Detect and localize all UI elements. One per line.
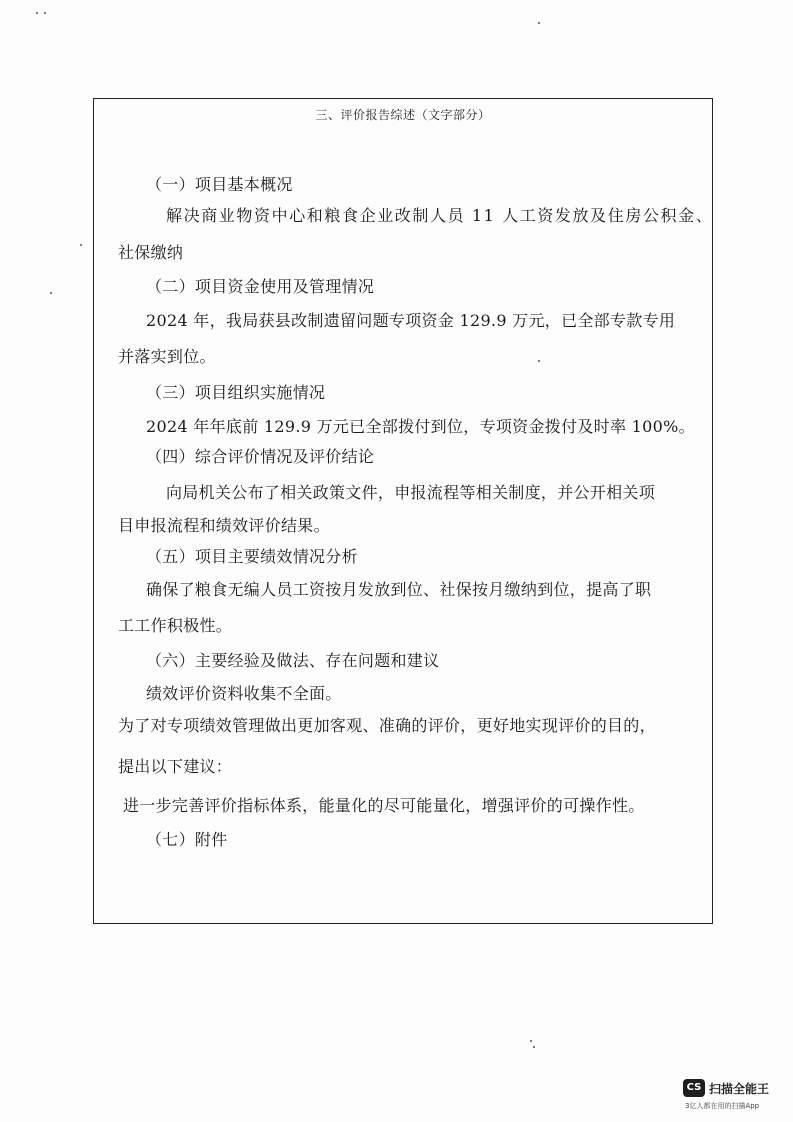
paragraph-line: 社保缴纳 <box>118 243 184 262</box>
paragraph-line: 向局机关公布了相关政策文件，申报流程等相关制度，并公开相关项 <box>166 483 656 502</box>
paragraph-line: 2024 年，我局获县改制遗留问题专项资金 129.9 万元，已全部专款专用 <box>146 311 676 330</box>
paragraph-line: 并落实到位。 <box>118 347 216 366</box>
scan-speck <box>36 12 38 14</box>
paragraph-line: 目申报流程和绩效评价结果。 <box>118 516 330 535</box>
paragraph-line: 为了对专项绩效管理做出更加客观、准确的评价，更好地实现评价的目的， <box>118 716 656 735</box>
scan-speck <box>44 12 46 14</box>
subsection-6-title: （六）主要经验及做法、存在问题和建议 <box>146 651 440 670</box>
paragraph-line: 工工作积极性。 <box>118 616 233 635</box>
paragraph-line: 2024 年年底前 129.9 万元已全部拨付到位，专项资金拨付及时率 100%。 <box>146 417 695 436</box>
subsection-2-title: （二）项目资金使用及管理情况 <box>146 277 375 296</box>
subsection-1-title: （一）项目基本概况 <box>146 175 293 194</box>
section-heading: 三、评价报告综述（文字部分） <box>315 108 491 122</box>
subsection-5-title: （五）项目主要绩效情况分析 <box>146 547 358 566</box>
scanner-watermark <box>683 1079 783 1113</box>
subsection-7-title: （七）附件 <box>146 830 228 849</box>
paragraph-line: 确保了粮食无编人员工资按月发放到位、社保按月缴纳到位，提高了职 <box>146 580 652 599</box>
paragraph-line: 解决商业物资中心和粮食企业改制人员 11 人工资发放及住房公积金、 <box>166 206 714 225</box>
subsection-3-title: （三）项目组织实施情况 <box>146 383 326 402</box>
scan-speck <box>533 1046 535 1048</box>
paragraph-line: 进一步完善评价指标体系，能量化的尽可能量化，增强评价的可操作性。 <box>123 796 645 815</box>
scan-speck <box>80 244 82 246</box>
watermark-app-name: 扫描全能王 <box>709 1082 770 1096</box>
scan-speck <box>530 1040 532 1042</box>
scan-speck <box>50 292 52 294</box>
scan-speck <box>538 360 540 362</box>
watermark-tagline: 3亿人都在用的扫描App <box>685 1102 760 1110</box>
paragraph-line: 提出以下建议： <box>118 757 233 776</box>
scan-speck <box>538 22 540 24</box>
subsection-4-title: （四）综合评价情况及评价结论 <box>146 447 375 466</box>
paragraph-line: 绩效评价资料收集不全面。 <box>146 684 342 703</box>
camscanner-logo-icon: CS <box>683 1079 705 1097</box>
